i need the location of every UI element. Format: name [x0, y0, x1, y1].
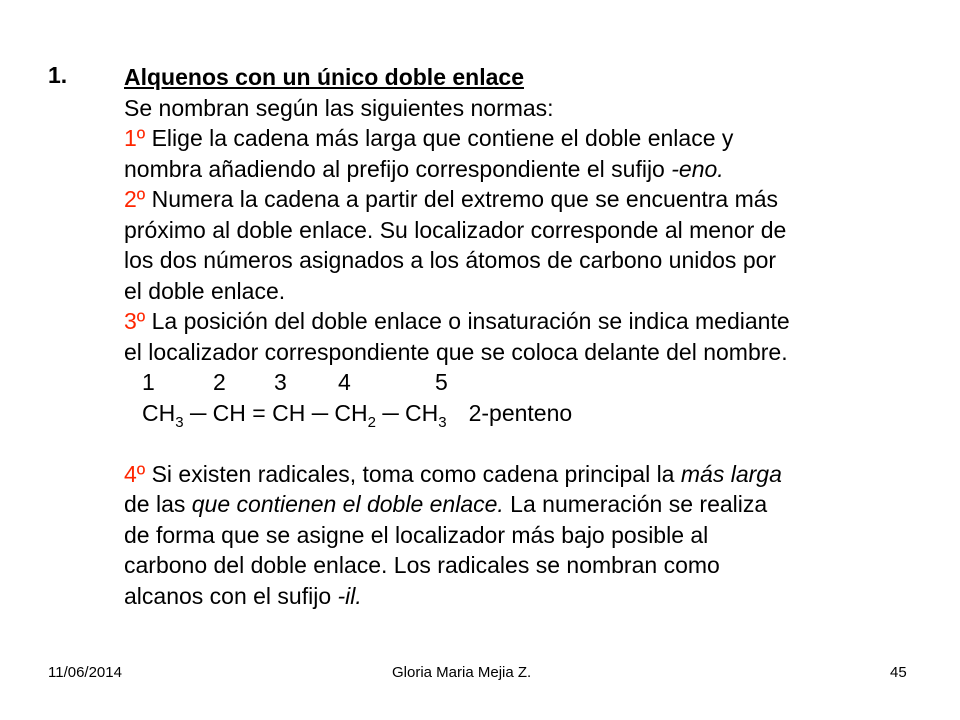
rule1-text-2: nombra añadiendo al prefijo correspondiente el sufijo: [124, 155, 672, 182]
rule4-text-5: alcanos con el sufijo: [124, 582, 338, 609]
chemical-formula: [124, 398, 924, 429]
compound-name: 2-penteno: [468, 399, 573, 426]
rule4-text-2a: de las: [124, 491, 192, 517]
locant-2: 2: [213, 369, 226, 395]
locant-3: 3: [274, 369, 287, 395]
formula-part-3: ─ CH: [375, 399, 439, 426]
footer-date: 11/06/2014: [48, 664, 122, 681]
rule3-text-2: el localizador correspondiente que se coloca delante del nombre.: [124, 338, 788, 365]
rule3-marker: 3º: [124, 308, 146, 334]
formula-sub-2: 2: [367, 413, 376, 431]
formula-sub-1: 3: [175, 413, 184, 431]
formula-sub-3: 3: [438, 413, 447, 431]
rule4-italic: más larga: [680, 460, 782, 487]
rule1-suffix: -eno.: [671, 155, 724, 182]
rule2-text-4: el doble enlace.: [124, 277, 286, 304]
formula-part-1: CH: [142, 399, 176, 426]
locant-4: 4: [338, 369, 351, 395]
rule2-text-3: los dos números asignados a los átomos de carbono unidos por: [124, 247, 777, 273]
rule4-italic-2: que contienen el doble enlace.: [191, 491, 504, 517]
rule2-text: Numera la cadena a partir del extremo que se encuentra más: [145, 186, 779, 212]
rule4-text-2c: La numeración se realiza: [503, 491, 768, 517]
rule4-suffix: -il.: [337, 582, 362, 609]
rule4-text-3: de forma que se asigne el localizador más bajo posible al: [124, 521, 709, 548]
slide-content: [124, 62, 924, 611]
locant-5: 5: [435, 369, 448, 395]
locant-1: 1: [142, 369, 155, 395]
slide-heading: Alquenos con un único doble enlace: [124, 64, 524, 90]
rule1-marker: 1º: [124, 125, 146, 151]
rule4-text-4: carbono del doble enlace. Los radicales se nombran como: [124, 552, 720, 578]
list-number: 1.: [48, 62, 68, 88]
rule1-text: Elige la cadena más larga que contiene el doble enlace y: [145, 125, 734, 151]
formula-part-2: ─ CH = CH ─ CH: [183, 399, 368, 426]
rule2-text-2: próximo al doble enlace. Su localizador corresponde al menor de: [124, 216, 787, 243]
rule2-marker: 2º: [124, 186, 146, 212]
rule4-marker: 4º: [124, 460, 146, 487]
rule3-text: La posición del doble enlace o insaturación se indica mediante: [145, 308, 790, 334]
rule4-text: Si existen radicales, toma como cadena principal la: [145, 460, 681, 487]
intro-text: Se nombran según las siguientes normas:: [124, 94, 554, 121]
footer-author: Gloria Maria Mejia Z.: [392, 664, 532, 681]
footer-page-number: 45: [890, 664, 907, 681]
formula-locants: [124, 367, 924, 398]
